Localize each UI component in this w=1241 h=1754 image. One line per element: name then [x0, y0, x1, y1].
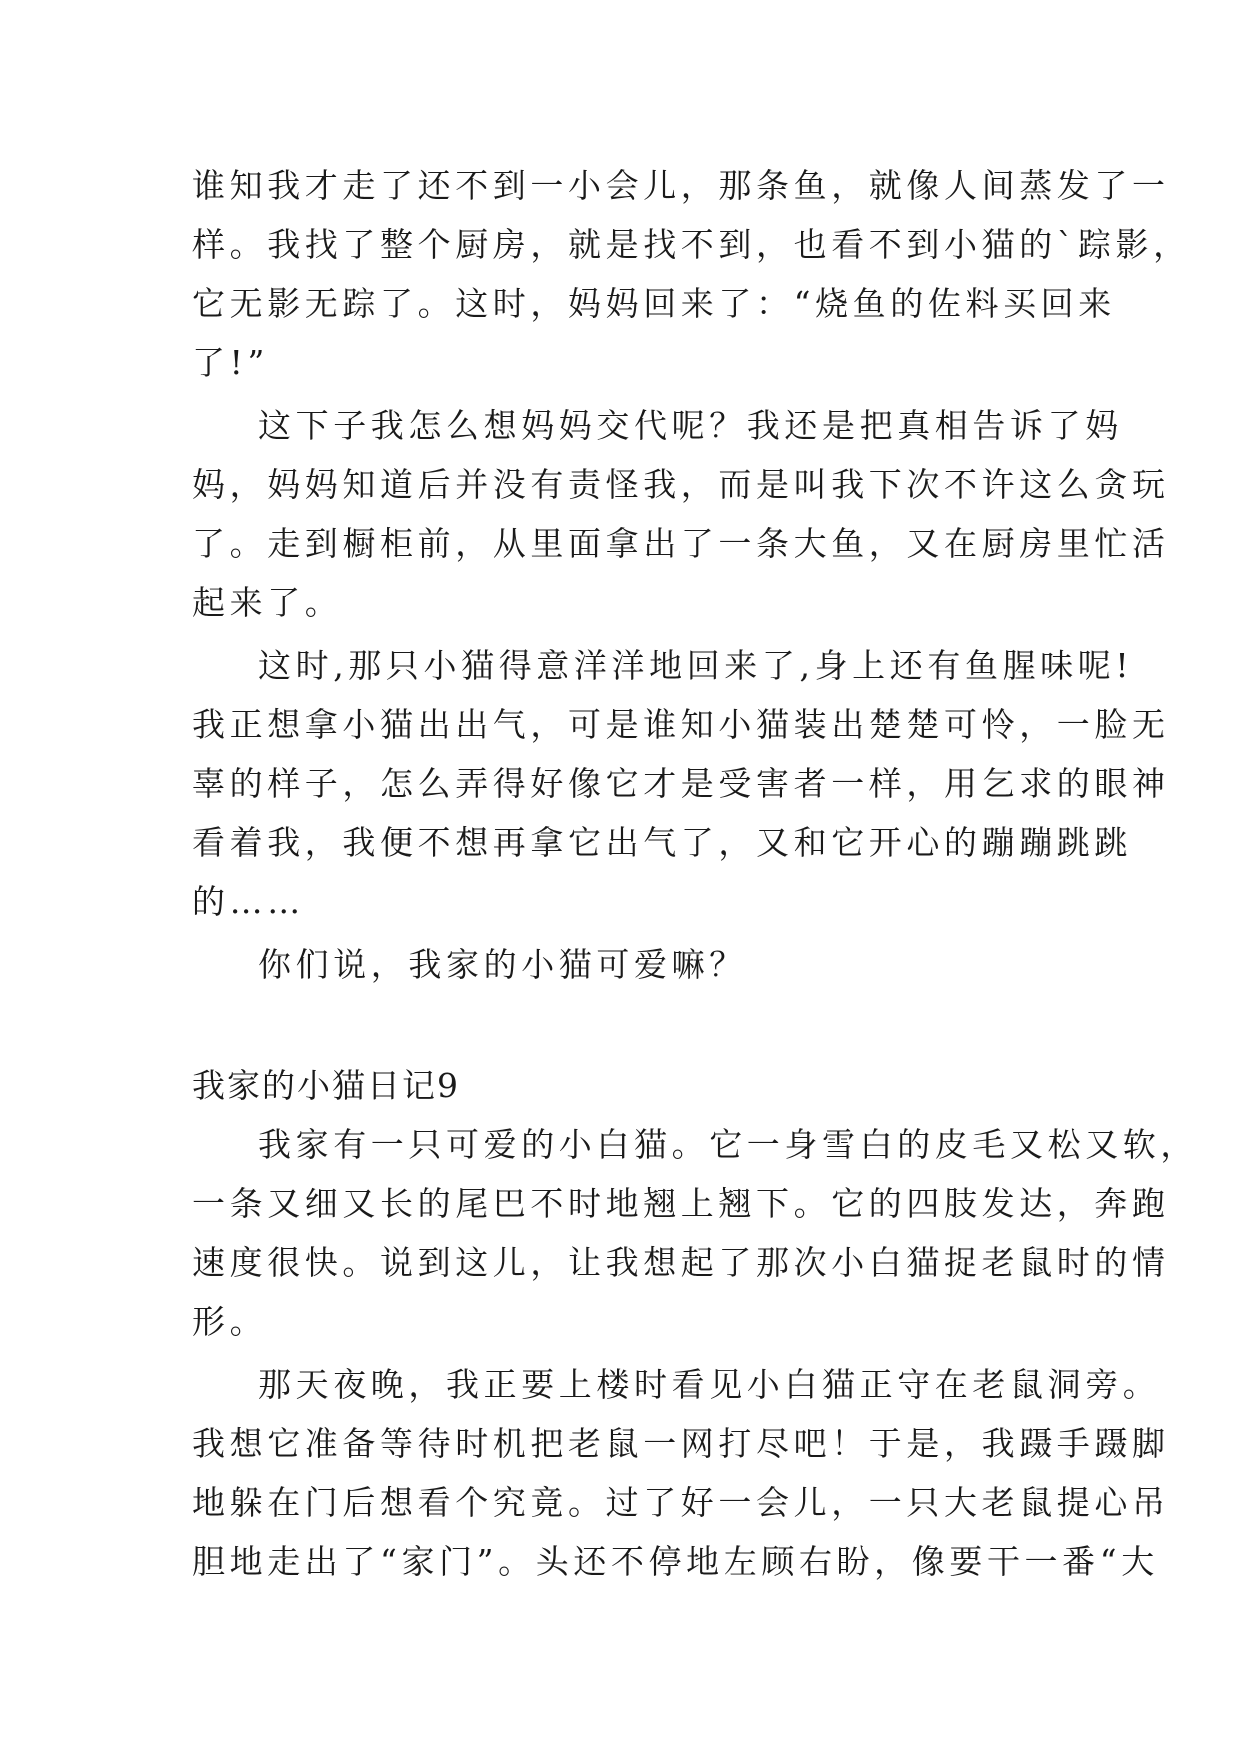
text-line: 样。我找了整个厨房，就是找不到，也看不到小猫的`踪影， — [192, 225, 1191, 264]
text-line: 的…… — [192, 882, 305, 921]
paragraph — [192, 156, 1191, 392]
text-line: 这时,那只小猫得意洋洋地回来了,身上还有鱼腥味呢! — [258, 646, 1134, 685]
paragraph — [192, 935, 1062, 994]
text-line: 那天夜晚，我正要上楼时看见小白猫正守在老鼠洞旁。 — [258, 1365, 1161, 1404]
text-line: 一条又细又长的尾巴不时地翘上翘下。它的四肢发达，奔跑 — [192, 1184, 1170, 1223]
text-line: 辜的样子，怎么弄得好像它才是受害者一样，用乞求的眼神 — [192, 764, 1170, 803]
text-line: 形。 — [192, 1302, 268, 1341]
text-line: 妈，妈妈知道后并没有责怪我，而是叫我下次不许这么贪玩 — [192, 465, 1170, 504]
paragraph — [192, 636, 1170, 931]
text-line: 了。走到橱柜前，从里面拿出了一条大鱼，又在厨房里忙活 — [192, 524, 1170, 563]
text-line: 谁知我才走了还不到一小会儿，那条鱼，就像人间蒸发了一 — [192, 166, 1170, 205]
text-line: 它无影无踪了。这时，妈妈回来了：“烧鱼的佐料买回来 — [192, 284, 1116, 323]
text-line: 地躲在门后想看个究竟。过了好一会儿，一只大老鼠提心吊 — [192, 1483, 1170, 1522]
text-line: 我正想拿小猫出出气，可是谁知小猫装出楚楚可怜，一脸无 — [192, 705, 1170, 744]
text-line: 速度很快。说到这儿，让我想起了那次小白猫捉老鼠时的情 — [192, 1243, 1170, 1282]
text-line: 我家有一只可爱的小白猫。它一身雪白的皮毛又松又软， — [258, 1125, 1198, 1164]
document-body — [192, 156, 1198, 1591]
text-line: 看着我，我便不想再拿它出气了，又和它开心的蹦蹦跳跳 — [192, 823, 1132, 862]
text-line: 胆地走出了“家门”。头还不停地左顾右盼，像要干一番“大 — [192, 1542, 1159, 1581]
text-line: 你们说，我家的小猫可爱嘛？ — [258, 945, 747, 984]
paragraph — [192, 1115, 1198, 1351]
paragraph — [192, 1355, 1170, 1591]
section-title: 我家的小猫日记9 — [192, 1066, 460, 1105]
text-line: 这下子我怎么想妈妈交代呢？我还是把真相告诉了妈 — [258, 406, 1123, 445]
text-line: 我想它准备等待时机把老鼠一网打尽吧！于是，我蹑手蹑脚 — [192, 1424, 1170, 1463]
paragraph — [192, 396, 1170, 632]
text-line: 起来了。 — [192, 583, 343, 622]
text-line: 了!” — [192, 343, 269, 382]
